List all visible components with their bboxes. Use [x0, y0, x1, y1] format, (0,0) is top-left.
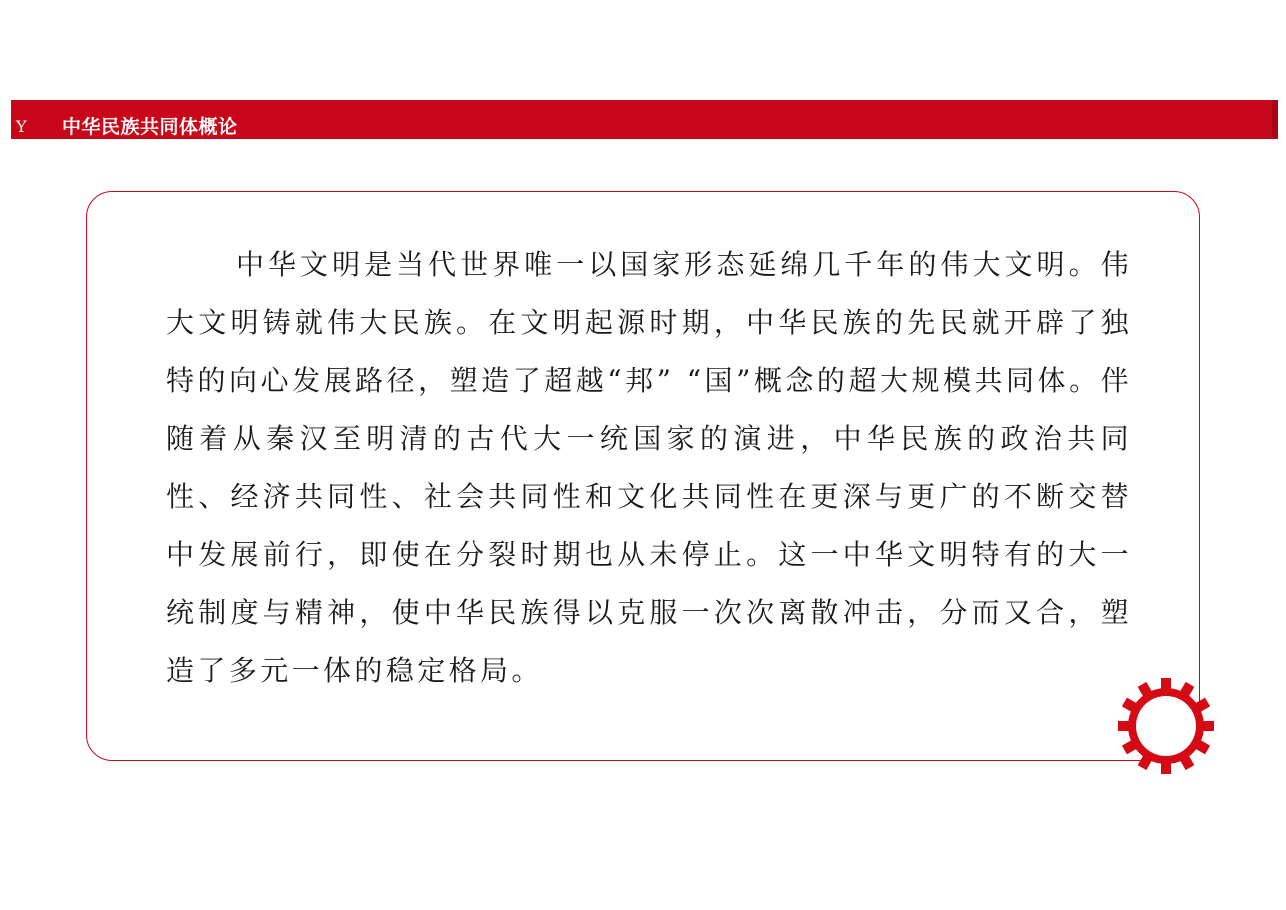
- header-bar-end: [1272, 100, 1278, 139]
- body-paragraph: 中华文明是当代世界唯一以国家形态延绵几千年的伟大文明。伟大文明铸就伟大民族。在文明起源时期，中华民族的先民就开辟了独特的向心发展路径，塑造了超越“邦” “国”概念的超大规模共同体。伴随着从秦汉至明清的古代大一统国家的演进，中华民族的政治共同性、经济共同性、社会共同性和文化共同性在更深与更广的不断交替中发展前行，即使在分裂时期也从未停止。这一中华文明特有的大一统制度与精神，使中华民族得以克服一次次离散冲击，分而又合，塑造了多元一体的稳定格局。: [166, 248, 1132, 687]
- book-title: 中华民族共同体概论: [62, 116, 238, 138]
- gear-icon: [1116, 676, 1216, 776]
- header-marker: Y: [16, 117, 27, 136]
